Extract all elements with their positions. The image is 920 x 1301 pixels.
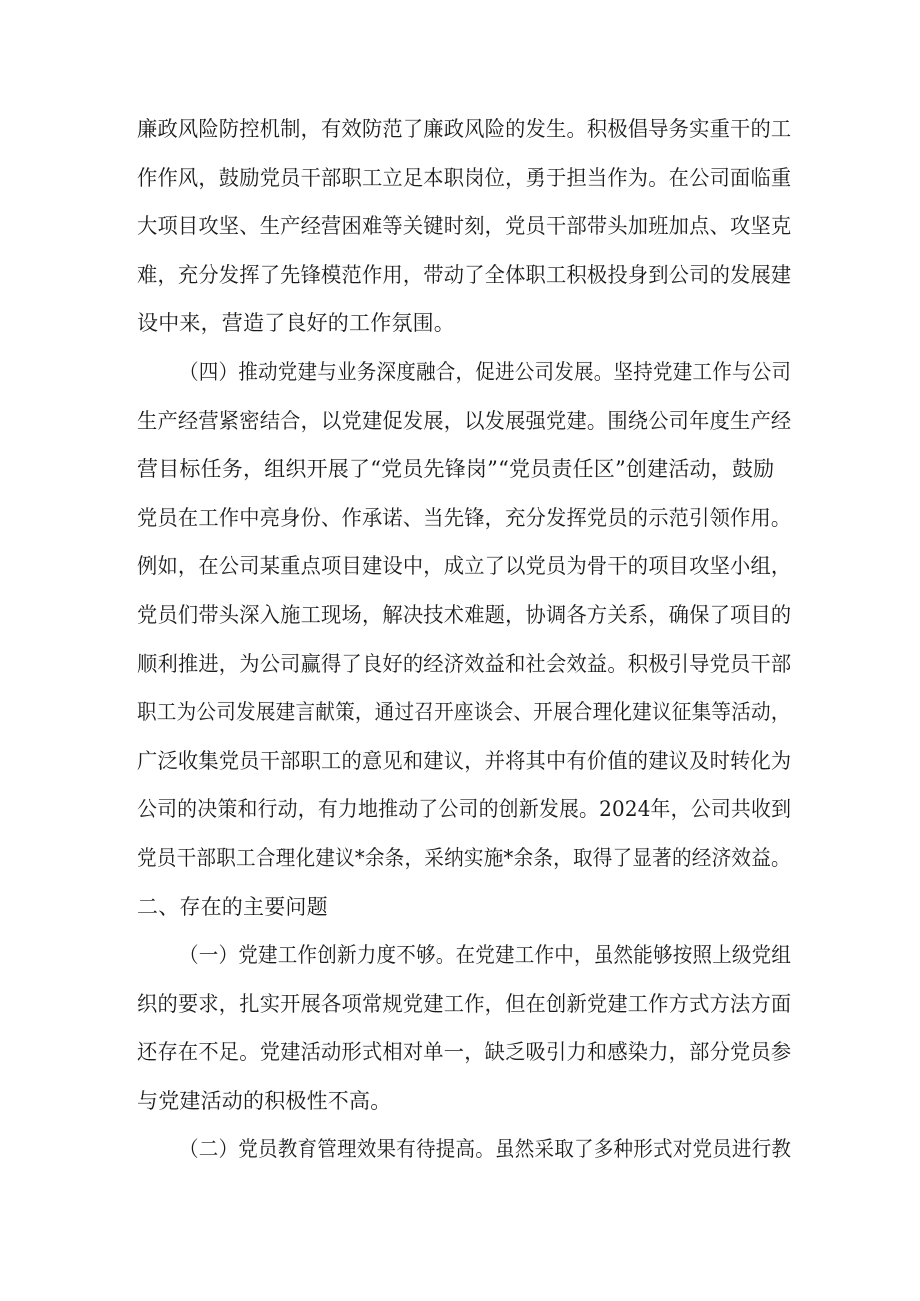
text-line: 生产经营紧密结合，以党建促发展，以发展强党建。围绕公司年度生产经 — [137, 408, 792, 433]
document-body — [137, 105, 791, 1174]
text-line: 大项目攻坚、生产经营困难等关键时刻，党员干部带头加班加点、攻坚克 — [137, 214, 792, 239]
text-line: 还存在不足。党建活动形式相对单一，缺乏吸引力和感染力，部分党员参 — [137, 1040, 792, 1065]
text-line: 公司的决策和行动，有力地推动了公司的创新发展。2024年，公司共收到 — [137, 797, 792, 822]
text-line: 设中来，营造了良好的工作氛围。 — [137, 311, 455, 336]
text-line: 营目标任务，组织开展了“党员先锋岗”“党员责任区”创建活动，鼓励 — [137, 457, 775, 482]
text-line: 党员干部职工合理化建议*余条，采纳实施*余条，取得了显著的经济效益。 — [137, 845, 791, 870]
text-line: 党员在工作中亮身份、作承诺、当先锋，充分发挥党员的示范引领作用。 — [137, 505, 792, 530]
paragraph-heading-4: （四）推动党建与业务深度融合，促进公司发展。坚持党建工作与公司 — [179, 359, 792, 384]
text-line: 与党建活动的积极性不高。 — [137, 1088, 392, 1113]
text-line: 难，充分发挥了先锋模范作用，带动了全体职工积极投身到公司的发展建 — [137, 262, 792, 287]
text-line: 织的要求，扎实开展各项常规党建工作，但在创新党建工作方式方法方面 — [137, 991, 792, 1016]
text-line: 作作风，鼓励党员干部职工立足本职岗位，勇于担当作为。在公司面临重 — [137, 165, 792, 190]
text-line: 顺利推进，为公司赢得了良好的经济效益和社会效益。积极引导党员干部 — [137, 651, 792, 676]
text-line: 廉政风险防控机制，有效防范了廉政风险的发生。积极倡导务实重干的工 — [137, 117, 792, 141]
section-heading: 二、存在的主要问题 — [137, 894, 328, 919]
text-line: 党员们带头深入施工现场，解决技术难题，协调各方关系，确保了项目的 — [137, 602, 792, 627]
text-line: 广泛收集党员干部职工的意见和建议，并将其中有价值的建议及时转化为 — [137, 748, 792, 773]
paragraph-heading-2: （二）党员教育管理效果有待提高。虽然采取了多种形式对党员进行教 — [179, 1137, 792, 1162]
text-line: 例如，在公司某重点项目建设中，成立了以党员为骨干的项目攻坚小组， — [137, 554, 792, 579]
paragraph-heading-1: （一）党建工作创新力度不够。在党建工作中，虽然能够按照上级党组 — [179, 943, 792, 968]
text-line: 职工为公司发展建言献策，通过召开座谈会、开展合理化建议征集等活动， — [137, 700, 791, 725]
